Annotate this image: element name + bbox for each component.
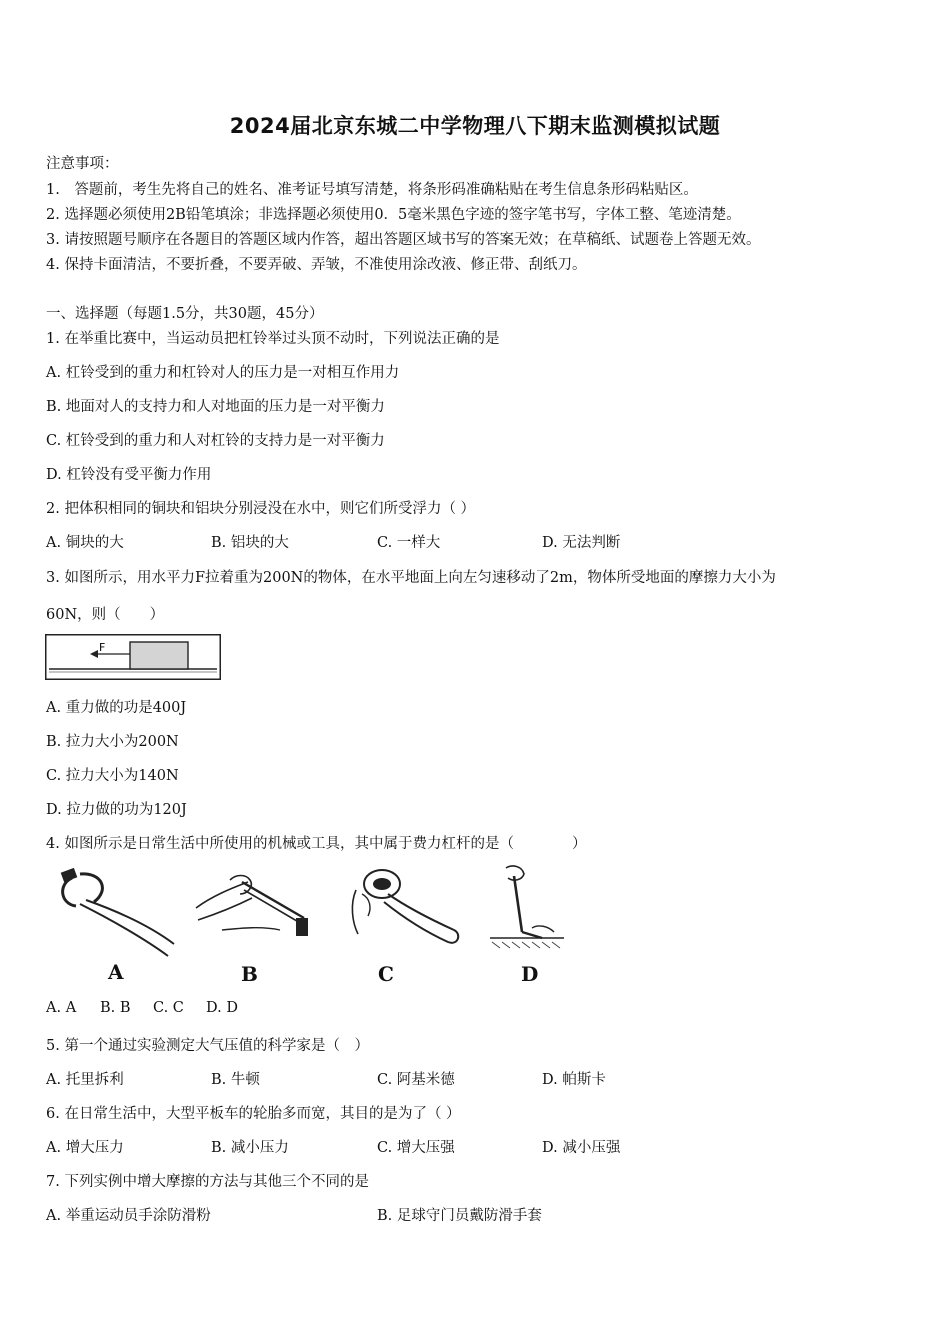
tool-c-bottle-opener [348, 864, 468, 954]
tool-d-letter: D [521, 962, 539, 986]
tool-c-letter: C [378, 962, 394, 986]
q6-option-c: C. 增大压强 [377, 1140, 455, 1156]
q1-option-a: A. 杠铃受到的重力和杠铃对人的压力是一对相互作用力 [46, 365, 400, 381]
tool-b-letter: B [241, 962, 258, 986]
q4-option-d: D. D [206, 1000, 238, 1016]
tool-b-hand-tool [192, 868, 322, 948]
notice-item-1: 1. 答题前，考生先将自己的姓名、准考证号填写清楚，将条形码准确粘贴在考生信息条形码粘贴区。 [46, 182, 698, 198]
q3-option-d: D. 拉力做的功为120J [46, 802, 187, 818]
q1-option-d: D. 杠铃没有受平衡力作用 [46, 467, 212, 483]
q1-option-c: C. 杠铃受到的重力和人对杠铃的支持力是一对平衡力 [46, 433, 385, 449]
q4-option-a: A. A [46, 1000, 77, 1016]
q2-option-a: A. 铜块的大 [46, 535, 124, 551]
notice-item-4: 4. 保持卡面清洁，不要折叠，不要弄破、弄皱，不准使用涂改液、修正带、刮纸刀。 [46, 257, 587, 273]
q4-stem: 4. 如图所示是日常生活中所使用的机械或工具，其中属于费力杠杆的是（ ） [46, 836, 587, 852]
q7-option-b: B. 足球守门员戴防滑手套 [377, 1208, 542, 1224]
notice-heading: 注意事项： [46, 156, 119, 172]
q6-option-a: A. 增大压力 [46, 1140, 124, 1156]
q6-option-d: D. 减小压强 [542, 1140, 621, 1156]
q2-stem: 2. 把体积相同的铜块和铝块分别浸没在水中，则它们所受浮力（ ） [46, 501, 476, 517]
q2-option-b: B. 铝块的大 [211, 535, 289, 551]
q1-stem: 1. 在举重比赛中，当运动员把杠铃举过头顶不动时，下列说法正确的是 [46, 331, 500, 347]
q6-stem: 6. 在日常生活中，大型平板车的轮胎多而宽，其目的是为了（ ） [46, 1106, 461, 1122]
q4-option-b: B. B [100, 1000, 131, 1016]
q6-option-b: B. 减小压力 [211, 1140, 289, 1156]
tool-d-crowbar [488, 862, 568, 952]
q3-option-b: B. 拉力大小为200N [46, 734, 179, 750]
notice-item-2: 2. 选择题必须使用2B铅笔填涂；非选择题必须使用0．5毫米黑色字迹的签字笔书写，字体工整、笔迹清楚。 [46, 207, 741, 223]
q3-option-c: C. 拉力大小为140N [46, 768, 179, 784]
q5-option-c: C. 阿基米德 [377, 1072, 455, 1088]
q1-option-b: B. 地面对人的支持力和人对地面的压力是一对平衡力 [46, 399, 385, 415]
q4-option-c: C. C [153, 1000, 184, 1016]
q3-stem-line1: 3. 如图所示，用水平力F拉着重为200N的物体，在水平地面上向左匀速移动了2m，物体所受地面的摩擦力大小为 [46, 570, 776, 586]
force-label: F [99, 641, 106, 654]
q3-option-a: A. 重力做的功是400J [46, 700, 187, 716]
page-title: 2024届北京东城二中学物理八下期末监测模拟试题 [229, 114, 721, 138]
q2-option-c: C. 一样大 [377, 535, 441, 551]
q5-option-b: B. 牛顿 [211, 1072, 260, 1088]
q7-stem: 7. 下列实例中增大摩擦的方法与其他三个不同的是 [46, 1174, 369, 1190]
tool-a-letter: A [108, 960, 124, 984]
notice-item-3: 3. 请按照题号顺序在各题目的答题区域内作答，超出答题区域书写的答案无效；在草稿纸、试题卷上答题无效。 [46, 232, 761, 248]
q5-option-d: D. 帕斯卡 [542, 1072, 606, 1088]
q3-stem-line2: 60N，则（ ） [46, 607, 165, 623]
q5-stem: 5. 第一个通过实验测定大气压值的科学家是（ ） [46, 1038, 369, 1054]
section-heading: 一、选择题（每题1.5分，共30题，45分） [46, 306, 324, 322]
q7-option-a: A. 举重运动员手涂防滑粉 [46, 1208, 211, 1224]
q3-figure [45, 634, 221, 680]
q5-option-a: A. 托里拆利 [46, 1072, 124, 1088]
tool-a-pincers [50, 864, 180, 964]
q2-option-d: D. 无法判断 [542, 535, 621, 551]
block-shape [130, 642, 188, 669]
